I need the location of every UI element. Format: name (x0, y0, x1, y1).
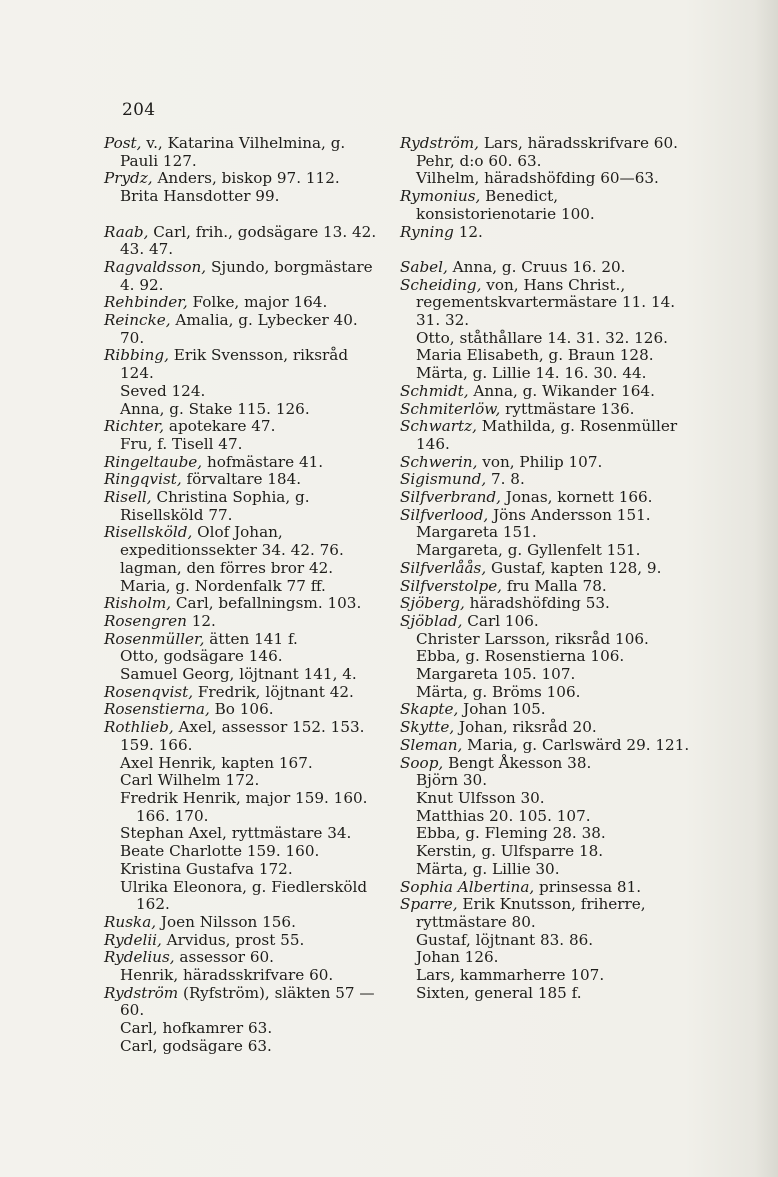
index-subentry (104, 861, 382, 879)
index-subentry (104, 436, 382, 454)
entry-text: Axel Henrik, kapten 167. (120, 753, 313, 772)
entry-text: Carl Wilhelm 172. (120, 771, 260, 790)
index-entry (104, 489, 382, 524)
entry-surname: Rosenqvist, (104, 682, 194, 701)
entry-text: Fru, f. Tisell 47. (120, 434, 243, 453)
entry-surname: Rosengren (104, 611, 187, 630)
index-column-right (400, 135, 690, 1002)
entry-surname: Ribbing, (104, 346, 169, 365)
entry-text: von, Hans Christ., regementskvartermästare 11. 14. 31. 32. (416, 275, 676, 330)
entry-surname: Silfverlood, (400, 505, 489, 524)
index-subentry (400, 524, 690, 542)
entry-text: Margareta 105. 107. (416, 665, 576, 684)
index-entry (104, 701, 382, 719)
entry-text: Björn 30. (416, 771, 488, 790)
index-subentry (104, 790, 382, 825)
entry-text: Ebba, g. Fleming 28. 38. (416, 824, 606, 843)
entry-surname: Soop, (400, 753, 444, 772)
index-subentry (104, 1038, 382, 1056)
entry-text: Folke, major 164. (187, 293, 328, 312)
index-subentry (104, 843, 382, 861)
entry-text: prinsessa 81. (534, 877, 642, 896)
index-entry (104, 932, 382, 950)
entry-text: Knut Ulfsson 30. (416, 789, 545, 807)
index-subentry (104, 755, 382, 773)
index-entry (400, 471, 690, 489)
entry-text: Matthias 20. 105. 107. (416, 806, 591, 825)
index-subentry (400, 365, 690, 383)
entry-surname: Raab, (104, 222, 149, 241)
entry-text: Samuel Georg, löjtnant 141, 4. (120, 665, 357, 684)
entry-surname: Ruska, (104, 912, 157, 931)
entry-text: Erik Knutsson, friherre, ryttmästare 80. (416, 895, 646, 931)
entry-text: von, Philip 107. (477, 452, 603, 471)
index-entry (400, 613, 690, 631)
index-entry (104, 949, 382, 967)
entry-surname: Ryning (400, 222, 454, 241)
entry-surname: Sabel, (400, 257, 448, 276)
entry-text: Vilhelm, häradshöfding 60—63. (416, 169, 659, 188)
index-subentry (104, 772, 382, 790)
entry-text: Otto, godsägare 146. (120, 647, 283, 666)
entry-surname: Scheiding, (400, 275, 482, 294)
entry-text: Anna, g. Stake 115. 126. (120, 399, 310, 418)
entry-text: häradshöfding 53. (464, 594, 610, 613)
entry-text: fru Malla 78. (502, 576, 607, 595)
index-entry (104, 613, 382, 631)
index-subentry (400, 542, 690, 560)
index-entry (104, 684, 382, 702)
entry-text: Henrik, häradsskrifvare 60. (120, 966, 334, 985)
entry-text: Carl, befallningsm. 103. (171, 594, 362, 613)
entry-text: Stephan Axel, ryttmästare 34. (120, 824, 352, 843)
entry-text: Jonas, kornett 166. (500, 488, 653, 507)
index-subentry (104, 383, 382, 401)
entry-surname: Silfverbrand, (400, 488, 501, 507)
entry-surname: Ringeltaube, (104, 452, 203, 471)
entry-surname: Rosenmüller, (104, 629, 205, 648)
entry-surname: Reincke, (104, 311, 171, 330)
index-subentry (400, 648, 690, 666)
entry-text: Johan 105. (458, 700, 546, 719)
entry-surname: Silfverstolpe, (400, 576, 503, 595)
entry-text: Lars, häradsskrifvare 60. (479, 134, 678, 152)
entry-text: lagman, den förres bror 42. (120, 558, 334, 577)
entry-text: Kerstin, g. Ulfsparre 18. (416, 842, 604, 861)
index-subentry (104, 401, 382, 419)
index-entry (104, 294, 382, 312)
entry-text: Johan 126. (416, 948, 499, 967)
index-subentry (400, 985, 690, 1003)
index-entry (400, 418, 690, 453)
entry-text: Ebba, g. Rosenstierna 106. (416, 647, 625, 666)
index-subentry (400, 843, 690, 861)
entry-text: ryttmästare 136. (500, 399, 635, 418)
entry-text: Anders, biskop 97. 112. (152, 169, 340, 188)
index-entry (104, 418, 382, 436)
entry-text: Arvidus, prost 55. (161, 930, 305, 949)
index-entry (400, 277, 690, 330)
entry-text: Ulrika Eleonora, g. Fiedlersköld 162. (120, 877, 368, 914)
index-entry (400, 507, 690, 525)
entry-surname: Rosenstierna, (104, 700, 210, 719)
entry-text: ätten 141 f. (204, 629, 298, 648)
index-entry (104, 595, 382, 613)
entry-surname: Sjöberg, (400, 594, 465, 613)
entry-surname: Rydelius, (104, 948, 175, 967)
entry-surname: Schmidt, (400, 381, 469, 400)
entry-text: Märta, g. Bröms 106. (416, 682, 581, 701)
entry-surname: Rydström (104, 983, 179, 1002)
entry-text: v., Katarina Vilhelmina, g. Pauli 127. (120, 134, 346, 170)
index-subentry (400, 861, 690, 879)
entry-surname: Rymonius, (400, 187, 481, 206)
index-entry (400, 401, 690, 419)
entry-text: Sjundo, borgmästare 4. 92. (120, 257, 373, 294)
index-entry (104, 524, 382, 559)
index-column-left (104, 135, 382, 1056)
entry-surname: Rehbinder, (104, 293, 188, 312)
index-entry (104, 312, 382, 347)
index-entry (104, 135, 382, 170)
index-entry (400, 719, 690, 737)
entry-text: Märta, g. Lillie 30. (416, 859, 560, 878)
entry-text: apotekare 47. (164, 417, 276, 436)
index-entry (400, 383, 690, 401)
entry-surname: Risell, (104, 488, 152, 507)
entry-surname: Ringqvist, (104, 470, 182, 489)
index-entry (400, 259, 690, 277)
index-subentry (400, 347, 690, 365)
entry-surname: Schwartz, (400, 417, 477, 436)
entry-text: Gustaf, löjtnant 83. 86. (416, 930, 594, 949)
entry-text: Bengt Åkesson 38. (443, 753, 592, 772)
entry-surname: Skytte, (400, 718, 455, 737)
entry-text: Otto, ståthållare 14. 31. 32. 126. (416, 328, 668, 347)
index-subentry (104, 1020, 382, 1038)
entry-text: förvaltare 184. (181, 470, 302, 489)
entry-text: Carl, hofkamrer 63. (120, 1019, 273, 1038)
index-subentry (104, 666, 382, 684)
index-subentry (400, 330, 690, 348)
page-number: 204 (122, 100, 156, 120)
entry-text: (Ryfström), släkten 57 —60. (120, 983, 375, 1020)
entry-surname: Richter, (104, 417, 165, 436)
entry-text: Seved 124. (120, 381, 206, 400)
entry-text: Kristina Gustafva 172. (120, 859, 293, 878)
entry-text: Christer Larsson, riksråd 106. (416, 629, 649, 648)
entry-text: Gustaf, kapten 128, 9. (486, 558, 662, 577)
index-entry (400, 560, 690, 578)
entry-surname: Ragvaldsson, (104, 257, 207, 276)
entry-surname: Prydz, (104, 169, 153, 188)
entry-surname: Sigismund, (400, 470, 487, 489)
entry-surname: Sophia Albertina, (400, 877, 535, 896)
index-subentry (400, 808, 690, 826)
entry-surname: Sjöblad, (400, 611, 463, 630)
index-entry (400, 879, 690, 897)
entry-surname: Risholm, (104, 594, 172, 613)
entry-text: Christina Sophia, g. Risellsköld 77. (120, 488, 310, 524)
entry-text: 12. (186, 611, 216, 630)
entry-text: Maria Elisabeth, g. Braun 128. (416, 346, 654, 365)
entry-text: hofmästare 41. (202, 452, 324, 471)
index-subentry (104, 825, 382, 843)
entry-text: Carl, godsägare 63. (120, 1036, 272, 1055)
entry-text: Carl 106. (462, 611, 539, 630)
entry-text: Margareta 151. (416, 523, 537, 542)
entry-surname: Skapte, (400, 700, 459, 719)
entry-text: Pehr, d:o 60. 63. (416, 151, 542, 170)
entry-text: Fredrik Henrik, major 159. 160. 166. 170. (120, 789, 368, 825)
entry-text: Fredrik, löjtnant 42. (193, 682, 354, 701)
index-entry (400, 896, 690, 931)
index-entry (400, 595, 690, 613)
index-subentry (400, 631, 690, 649)
index-entry (104, 259, 382, 294)
entry-surname: Post, (104, 134, 142, 152)
entry-surname: Sparre, (400, 895, 458, 914)
entry-text: Johan, riksråd 20. (454, 718, 597, 737)
entry-text: Sixten, general 185 f. (416, 983, 582, 1002)
entry-text: Mathilda, g. Rosenmüller 146. (416, 417, 678, 453)
index-entry (104, 454, 382, 472)
entry-text: Bo 106. (209, 700, 274, 719)
index-entry (104, 631, 382, 649)
entry-text: Margareta, g. Gyllenfelt 151. (416, 541, 641, 560)
index-entry (400, 188, 690, 223)
entry-text: Jöns Andersson 151. (488, 505, 651, 524)
index-subentry (400, 967, 690, 985)
index-subentry (400, 790, 690, 808)
index-entry (400, 489, 690, 507)
entry-text: Anna, g. Wikander 164. (468, 381, 655, 400)
entry-surname: Rydelii, (104, 930, 162, 949)
entry-surname: Silfverlåås, (400, 558, 487, 577)
index-subentry (400, 772, 690, 790)
entry-text: Maria, g. Nordenfalk 77 ff. (120, 576, 326, 595)
index-subentry (400, 825, 690, 843)
entry-text: Axel, assessor 152. 153. 159. 166. (120, 718, 365, 754)
index-subentry (400, 153, 690, 171)
index-subentry (104, 188, 382, 206)
entry-surname: Sleman, (400, 735, 463, 754)
index-subentry (104, 967, 382, 985)
entry-text: Anna, g. Cruus 16. 20. (447, 257, 626, 276)
entry-text: Märta, g. Lillie 14. 16. 30. 44. (416, 364, 647, 383)
index-entry (104, 170, 382, 188)
index-entry (104, 347, 382, 382)
index-entry (400, 755, 690, 773)
index-subentry (400, 666, 690, 684)
entry-text: Erik Svensson, riksråd 124. (120, 346, 349, 383)
entry-text: 7. 8. (486, 470, 525, 489)
index-entry (400, 224, 690, 242)
index-entry (104, 914, 382, 932)
entry-surname: Risellsköld, (104, 523, 193, 542)
index-subentry (400, 932, 690, 950)
index-subentry (104, 578, 382, 596)
index-subentry (400, 949, 690, 967)
entry-text: Beate Charlotte 159. 160. (120, 842, 320, 861)
entry-text: assessor 60. (174, 948, 275, 967)
entry-text: Joen Nilsson 156. (156, 912, 296, 931)
index-subentry (104, 879, 382, 914)
index-subentry (104, 560, 382, 578)
index-entry (400, 737, 690, 755)
index-entry (400, 135, 690, 153)
index-entry (400, 578, 690, 596)
entry-text: Olof Johan, expeditionssekter 34. 42. 76. (120, 523, 344, 560)
entry-text: 12. (453, 222, 483, 241)
index-subentry (104, 648, 382, 666)
entry-surname: Rothlieb, (104, 718, 174, 737)
entry-text: Lars, kammarherre 107. (416, 966, 605, 985)
index-entry (104, 224, 382, 259)
entry-surname: Rydström, (400, 134, 479, 152)
index-entry (104, 471, 382, 489)
index-entry (104, 719, 382, 754)
index-entry (400, 454, 690, 472)
index-subentry (400, 684, 690, 702)
index-entry (400, 701, 690, 719)
entry-surname: Schwerin, (400, 452, 478, 471)
entry-text: Carl, frih., godsägare 13. 42. 43. 47. (120, 222, 377, 259)
index-subentry (400, 170, 690, 188)
entry-text: Maria, g. Carlswärd 29. 121. (462, 735, 690, 754)
index-entry (104, 985, 382, 1020)
entry-surname: Schmiterlöw, (400, 399, 501, 418)
entry-text: Benedict, konsistorienotarie 100. (416, 187, 595, 223)
entry-text: Brita Hansdotter 99. (120, 187, 280, 206)
entry-text: Amalia, g. Lybecker 40. 70. (120, 311, 358, 347)
